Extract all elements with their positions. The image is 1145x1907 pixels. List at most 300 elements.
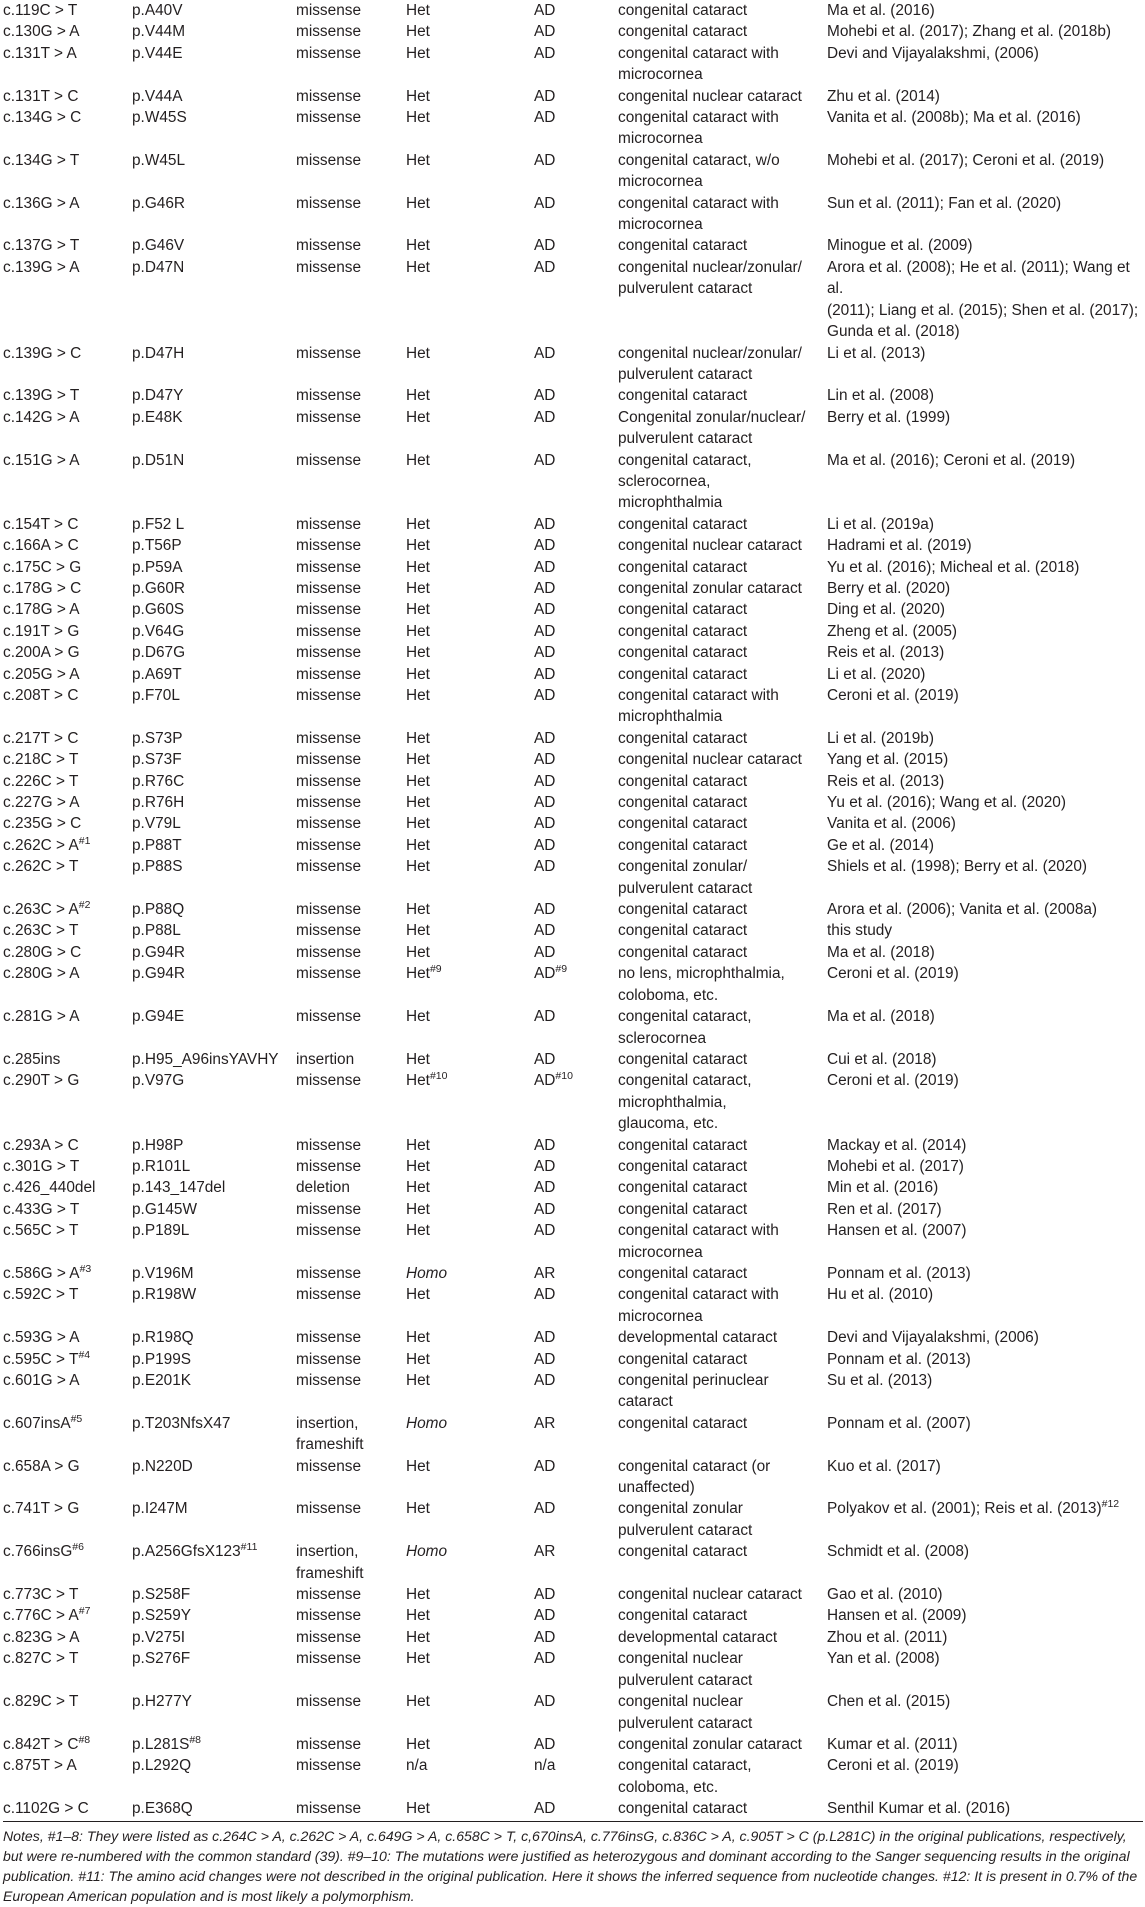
inheritance-cell-text: AD — [534, 1457, 556, 1475]
protein-change-cell — [132, 21, 296, 42]
phenotype-cell-text: congenital nuclear cataract — [618, 1586, 802, 1604]
table-row — [3, 1327, 1143, 1348]
phenotype-cell-text: congenital cataract — [618, 1607, 748, 1625]
cdna-cell-text: c.875T > A — [3, 1757, 77, 1775]
phenotype-cell — [618, 1691, 827, 1734]
inheritance-cell-text: AD — [534, 1735, 556, 1753]
protein-change-cell — [132, 664, 296, 685]
mutation-type-cell — [296, 21, 406, 42]
reference-cell — [827, 107, 1143, 150]
phenotype-cell — [618, 1006, 827, 1049]
reference-cell-text: Hu et al. (2010) — [827, 1286, 934, 1304]
protein-change-cell — [132, 1049, 296, 1070]
phenotype-cell — [618, 1541, 827, 1584]
inheritance-cell — [534, 599, 618, 620]
zygosity-cell — [406, 1263, 534, 1284]
mutation-type-cell — [296, 1691, 406, 1734]
mutation-type-cell — [296, 107, 406, 150]
footnote-marker: #9 — [555, 963, 568, 976]
mutation-type-cell-text: missense — [296, 1286, 362, 1304]
cdna-cell — [3, 813, 132, 834]
cdna-cell — [3, 1220, 132, 1263]
protein-change-cell — [132, 963, 296, 1006]
mutation-type-cell-text: missense — [296, 965, 362, 983]
phenotype-cell — [618, 1755, 827, 1798]
footnote-marker: #4 — [78, 1348, 91, 1361]
inheritance-cell — [534, 450, 618, 514]
zygosity-cell-text: Het — [406, 622, 430, 640]
cdna-cell-text: c.151G > A — [3, 451, 80, 469]
protein-change-cell — [132, 514, 296, 535]
reference-cell — [827, 856, 1143, 899]
cdna-cell-text: c.142G > A — [3, 408, 80, 426]
reference-cell — [827, 1327, 1143, 1348]
table-row — [3, 749, 1143, 770]
cdna-cell-text: c.565C > T — [3, 1222, 79, 1240]
reference-cell — [827, 963, 1143, 1006]
reference-cell — [827, 1648, 1143, 1691]
cdna-cell-text: c.263C > T — [3, 922, 79, 940]
zygosity-cell — [406, 257, 534, 343]
cdna-cell-text: c.166A > C — [3, 537, 79, 555]
table-row — [3, 1349, 1143, 1370]
phenotype-cell-text: congenital nuclear cataract — [618, 751, 802, 769]
inheritance-cell-text: AD — [534, 387, 556, 405]
mutation-type-cell-text: missense — [296, 1628, 362, 1646]
reference-cell-text: Yang et al. (2015) — [827, 751, 949, 769]
mutation-type-cell — [296, 771, 406, 792]
protein-change-cell-text: p.W45L — [132, 151, 186, 169]
reference-cell — [827, 1370, 1143, 1413]
zygosity-cell — [406, 1156, 534, 1177]
table-row — [3, 343, 1143, 386]
mutation-type-cell — [296, 1006, 406, 1049]
inheritance-cell — [534, 1648, 618, 1691]
inheritance-cell — [534, 0, 618, 21]
mutation-type-cell-text: missense — [296, 601, 362, 619]
zygosity-cell-text: Het — [406, 729, 430, 747]
reference-cell — [827, 1220, 1143, 1263]
phenotype-cell — [618, 963, 827, 1006]
zygosity-cell-text: Het — [406, 794, 430, 812]
table-row — [3, 771, 1143, 792]
cdna-cell — [3, 1006, 132, 1049]
zygosity-cell — [406, 920, 534, 941]
table-row — [3, 407, 1143, 450]
inheritance-cell-text: AD — [534, 258, 556, 276]
mutation-type-cell-text: missense — [296, 922, 362, 940]
protein-change-cell — [132, 1156, 296, 1177]
phenotype-cell-text: congenital cataract — [618, 1136, 748, 1154]
protein-change-cell — [132, 535, 296, 556]
mutation-type-cell — [296, 385, 406, 406]
reference-cell-text: Devi and Vijayalakshmi, (2006) — [827, 1329, 1039, 1347]
mutation-type-cell-text: missense — [296, 23, 362, 41]
table-row — [3, 621, 1143, 642]
table-row — [3, 1627, 1143, 1648]
phenotype-cell-text: congenital cataract — [618, 1157, 748, 1175]
zygosity-cell-text: Homo — [406, 1264, 448, 1282]
inheritance-cell-text: AD — [534, 1222, 556, 1240]
cdna-cell — [3, 685, 132, 728]
protein-change-cell-text: p.V44E — [132, 44, 183, 62]
protein-change-cell-text: p.I247M — [132, 1500, 188, 1518]
inheritance-cell — [534, 621, 618, 642]
cdna-cell-text: c.776C > A — [3, 1607, 79, 1625]
table-row — [3, 1498, 1143, 1541]
zygosity-cell-text: Het — [406, 258, 430, 276]
phenotype-cell — [618, 899, 827, 920]
cdna-cell-text: c.136G > A — [3, 194, 80, 212]
inheritance-cell-text: AD — [534, 1693, 556, 1711]
table-row — [3, 1734, 1143, 1755]
inheritance-cell-text: AD — [534, 794, 556, 812]
phenotype-cell — [618, 1284, 827, 1327]
cdna-cell — [3, 1177, 132, 1198]
zygosity-cell-text: Het — [406, 1607, 430, 1625]
protein-change-cell-text: p.R101L — [132, 1157, 191, 1175]
zygosity-cell — [406, 1605, 534, 1626]
zygosity-cell-text: Het — [406, 1008, 430, 1026]
zygosity-cell-text: Het — [406, 558, 430, 576]
inheritance-cell-text: AD — [534, 665, 556, 683]
phenotype-cell-text: congenital cataract with microphthalmia — [618, 687, 779, 726]
phenotype-cell — [618, 514, 827, 535]
table-row — [3, 43, 1143, 86]
mutation-type-cell — [296, 0, 406, 21]
inheritance-cell — [534, 1691, 618, 1734]
inheritance-cell-text: AD — [534, 151, 556, 169]
zygosity-cell — [406, 21, 534, 42]
cdna-cell — [3, 1135, 132, 1156]
inheritance-cell-text: AD — [534, 965, 556, 983]
inheritance-cell-text: AD — [534, 1628, 556, 1646]
mutation-type-cell — [296, 856, 406, 899]
footnote-marker: #6 — [72, 1541, 84, 1554]
cdna-cell — [3, 664, 132, 685]
zygosity-cell — [406, 1177, 534, 1198]
inheritance-cell-text: AD — [534, 836, 556, 854]
mutation-type-cell-text: missense — [296, 1008, 362, 1026]
cdna-cell — [3, 1541, 132, 1584]
inheritance-cell — [534, 813, 618, 834]
table-row — [3, 856, 1143, 899]
inheritance-cell — [534, 1734, 618, 1755]
phenotype-cell — [618, 1263, 827, 1284]
protein-change-cell — [132, 385, 296, 406]
cdna-cell-text: c.178G > A — [3, 601, 80, 619]
mutation-type-cell-text: missense — [296, 1457, 362, 1475]
phenotype-cell — [618, 749, 827, 770]
table-row — [3, 1456, 1143, 1499]
inheritance-cell-text: AR — [534, 1414, 556, 1432]
phenotype-cell — [618, 920, 827, 941]
reference-cell-text: Li et al. (2019b) — [827, 729, 934, 747]
protein-change-cell — [132, 1370, 296, 1413]
protein-change-cell-text: p.G46R — [132, 194, 186, 212]
mutation-type-cell-text: missense — [296, 537, 362, 555]
cdna-cell-text: c.139G > A — [3, 258, 80, 276]
reference-cell-text: Vanita et al. (2006) — [827, 815, 956, 833]
phenotype-cell-text: congenital cataract — [618, 515, 748, 533]
phenotype-cell-text: congenital cataract — [618, 729, 748, 747]
mutation-type-cell — [296, 86, 406, 107]
mutation-type-cell-text: missense — [296, 622, 362, 640]
phenotype-cell-text: congenital nuclear pulverulent cataract — [618, 1693, 753, 1732]
reference-cell — [827, 514, 1143, 535]
protein-change-cell-text: p.T203NfsX47 — [132, 1414, 231, 1432]
table-row — [3, 1220, 1143, 1263]
mutation-type-cell — [296, 43, 406, 86]
inheritance-cell — [534, 856, 618, 899]
reference-cell — [827, 1006, 1143, 1049]
inheritance-cell-text: AD — [534, 815, 556, 833]
inheritance-cell-text: AD — [534, 1329, 556, 1347]
protein-change-cell-text: p.D47H — [132, 344, 185, 362]
mutation-type-cell — [296, 1070, 406, 1134]
inheritance-cell — [534, 899, 618, 920]
phenotype-cell — [618, 792, 827, 813]
mutation-type-cell-text: missense — [296, 1586, 362, 1604]
phenotype-cell-text: congenital cataract — [618, 815, 748, 833]
inheritance-cell — [534, 1370, 618, 1413]
protein-change-cell-text: p.A40V — [132, 2, 183, 19]
zygosity-cell-text: n/a — [406, 1757, 428, 1775]
protein-change-cell-text: p.V196M — [132, 1264, 194, 1282]
phenotype-cell-text: congenital nuclear/zonular/ pulverulent cataract — [618, 344, 802, 383]
reference-cell — [827, 1284, 1143, 1327]
inheritance-cell-text: AR — [534, 1264, 556, 1282]
protein-change-cell-text: p.V97G — [132, 1072, 185, 1090]
table-row — [3, 792, 1143, 813]
cdna-cell-text: c.433G > T — [3, 1200, 80, 1218]
cdna-cell — [3, 343, 132, 386]
reference-cell-text: Min et al. (2016) — [827, 1179, 939, 1197]
footnote-marker: #12 — [1101, 1498, 1120, 1511]
mutation-type-cell-text: missense — [296, 558, 362, 576]
cdna-cell — [3, 450, 132, 514]
zygosity-cell-text: Het — [406, 344, 430, 362]
phenotype-cell-text: congenital cataract with microcornea — [618, 1222, 779, 1261]
inheritance-cell — [534, 792, 618, 813]
inheritance-cell — [534, 835, 618, 856]
table-row — [3, 664, 1143, 685]
reference-cell-text: Hansen et al. (2007) — [827, 1222, 967, 1240]
cdna-cell — [3, 1584, 132, 1605]
inheritance-cell — [534, 235, 618, 256]
inheritance-cell-text: AD — [534, 1200, 556, 1218]
protein-change-cell — [132, 578, 296, 599]
cdna-cell — [3, 1263, 132, 1284]
inheritance-cell — [534, 535, 618, 556]
cdna-cell — [3, 235, 132, 256]
cdna-cell-text: c.227G > A — [3, 794, 80, 812]
cdna-cell-text: c.293A > C — [3, 1136, 79, 1154]
mutation-type-cell — [296, 1177, 406, 1198]
cdna-cell — [3, 193, 132, 236]
cdna-cell-text: c.823G > A — [3, 1628, 80, 1646]
phenotype-cell-text: Congenital zonular/nuclear/ pulverulent cataract — [618, 408, 806, 448]
zygosity-cell-text: Het — [406, 1586, 430, 1604]
mutation-type-cell-text: insertion, frameshift — [296, 1543, 364, 1582]
zygosity-cell — [406, 1691, 534, 1734]
reference-cell-text: Minogue et al. (2009) — [827, 237, 973, 255]
reference-cell — [827, 749, 1143, 770]
phenotype-cell — [618, 1605, 827, 1626]
table-row — [3, 1070, 1143, 1134]
zygosity-cell — [406, 1199, 534, 1220]
table-row — [3, 685, 1143, 728]
zygosity-cell-text: Het — [406, 1800, 430, 1818]
inheritance-cell — [534, 578, 618, 599]
protein-change-cell-text: p.P88S — [132, 858, 183, 876]
phenotype-cell — [618, 728, 827, 749]
reference-cell-text: Sun et al. (2011); Fan et al. (2020) — [827, 194, 1062, 212]
phenotype-cell — [618, 599, 827, 620]
zygosity-cell — [406, 963, 534, 1006]
cdna-cell — [3, 621, 132, 642]
protein-change-cell-text: p.E201K — [132, 1372, 192, 1389]
zygosity-cell-text: Het — [406, 836, 430, 854]
reference-cell — [827, 1070, 1143, 1134]
reference-cell-text: Ding et al. (2020) — [827, 601, 946, 619]
cdna-cell-text: c.280G > A — [3, 965, 80, 983]
protein-change-cell-text: p.A69T — [132, 665, 182, 683]
reference-cell — [827, 1734, 1143, 1755]
reference-cell-text: Mohebi et al. (2017); Zhang et al. (2018b) — [827, 23, 1112, 41]
reference-cell — [827, 21, 1143, 42]
reference-cell — [827, 728, 1143, 749]
inheritance-cell-text: AD — [534, 601, 556, 619]
protein-change-cell — [132, 1734, 296, 1755]
cdna-cell — [3, 1070, 132, 1134]
protein-change-cell — [132, 43, 296, 86]
zygosity-cell — [406, 578, 534, 599]
mutation-type-cell-text: missense — [296, 194, 362, 212]
inheritance-cell-text: AD — [534, 1800, 556, 1818]
reference-cell — [827, 557, 1143, 578]
phenotype-cell-text: congenital cataract, sclerocornea, microphthalmia — [618, 451, 752, 512]
mutation-type-cell-text: missense — [296, 772, 362, 790]
cdna-cell — [3, 535, 132, 556]
protein-change-cell-text: p.R198Q — [132, 1329, 194, 1347]
zygosity-cell — [406, 1006, 534, 1049]
reference-cell-text: Yan et al. (2008) — [827, 1650, 940, 1668]
footnote-marker: #8 — [189, 1733, 202, 1746]
cdna-cell — [3, 749, 132, 770]
zygosity-cell-text: Het — [406, 1050, 430, 1068]
zygosity-cell-text: Het — [406, 772, 430, 790]
zygosity-cell-text: Het — [406, 601, 430, 619]
reference-cell — [827, 835, 1143, 856]
zygosity-cell-text: Het — [406, 1222, 430, 1240]
inheritance-cell — [534, 642, 618, 663]
mutation-type-cell-text: missense — [296, 687, 362, 704]
cdna-cell — [3, 150, 132, 193]
mutation-type-cell — [296, 942, 406, 963]
phenotype-cell — [618, 535, 827, 556]
mutation-type-cell — [296, 1498, 406, 1541]
mutation-type-cell-text: missense — [296, 1136, 362, 1154]
reference-cell — [827, 385, 1143, 406]
protein-change-cell — [132, 942, 296, 963]
phenotype-cell — [618, 1498, 827, 1541]
phenotype-cell-text: congenital zonular cataract — [618, 579, 802, 597]
inheritance-cell-text: AD — [534, 87, 556, 105]
reference-cell-text: Ceroni et al. (2019) — [827, 1072, 959, 1090]
table-row — [3, 1648, 1143, 1691]
inheritance-cell — [534, 1284, 618, 1327]
cdna-cell-text: c.131T > C — [3, 87, 79, 105]
reference-cell — [827, 407, 1143, 450]
phenotype-cell — [618, 1456, 827, 1499]
table-row — [3, 86, 1143, 107]
phenotype-cell — [618, 685, 827, 728]
inheritance-cell — [534, 150, 618, 193]
mutation-type-cell-text: missense — [296, 344, 362, 362]
reference-cell-text: Vanita et al. (2008b); Ma et al. (2016) — [827, 109, 1081, 127]
inheritance-cell — [534, 1049, 618, 1070]
mutation-type-cell — [296, 1370, 406, 1413]
reference-cell-text: Reis et al. (2013) — [827, 772, 945, 790]
protein-change-cell — [132, 856, 296, 899]
reference-cell-text: Polyakov et al. (2001); Reis et al. (2013) — [827, 1500, 1102, 1518]
inheritance-cell — [534, 1135, 618, 1156]
zygosity-cell — [406, 43, 534, 86]
zygosity-cell-text: Het — [406, 387, 430, 405]
mutation-type-cell-text: missense — [296, 1607, 362, 1625]
inheritance-cell-text: AD — [534, 1586, 556, 1604]
mutation-type-cell — [296, 1049, 406, 1070]
phenotype-cell-text: congenital zonular pulverulent cataract — [618, 1500, 753, 1539]
protein-change-cell — [132, 1199, 296, 1220]
reference-cell — [827, 235, 1143, 256]
inheritance-cell-text: AD — [534, 751, 556, 769]
reference-cell — [827, 257, 1143, 343]
protein-change-cell — [132, 749, 296, 770]
phenotype-cell — [618, 86, 827, 107]
phenotype-cell — [618, 0, 827, 21]
phenotype-cell — [618, 942, 827, 963]
zygosity-cell — [406, 385, 534, 406]
footnote-marker: #10 — [429, 1070, 448, 1083]
zygosity-cell — [406, 942, 534, 963]
inheritance-cell-text: AD — [534, 922, 556, 940]
inheritance-cell-text: AD — [534, 943, 556, 961]
mutation-type-cell — [296, 835, 406, 856]
protein-change-cell — [132, 0, 296, 21]
table-row — [3, 557, 1143, 578]
zygosity-cell-text: Homo — [406, 1414, 448, 1432]
cdna-cell — [3, 920, 132, 941]
mutation-type-cell-text: insertion, frameshift — [296, 1414, 364, 1454]
inheritance-cell-text: AD — [534, 1286, 556, 1304]
protein-change-cell-text: p.S259Y — [132, 1607, 192, 1625]
phenotype-cell — [618, 1349, 827, 1370]
protein-change-cell — [132, 193, 296, 236]
mutation-type-cell — [296, 920, 406, 941]
phenotype-cell-text: congenital cataract — [618, 794, 748, 812]
cdna-cell-text: c.218C > T — [3, 751, 79, 769]
phenotype-cell-text: developmental cataract — [618, 1628, 778, 1646]
protein-change-cell-text: p.F70L — [132, 687, 180, 704]
mutation-type-cell-text: missense — [296, 1200, 362, 1218]
zygosity-cell-text: Het — [406, 687, 430, 704]
reference-cell-text: Ceroni et al. (2019) — [827, 965, 959, 983]
phenotype-cell — [618, 1627, 827, 1648]
protein-change-cell — [132, 1006, 296, 1049]
reference-cell-text: Gao et al. (2010) — [827, 1586, 943, 1604]
